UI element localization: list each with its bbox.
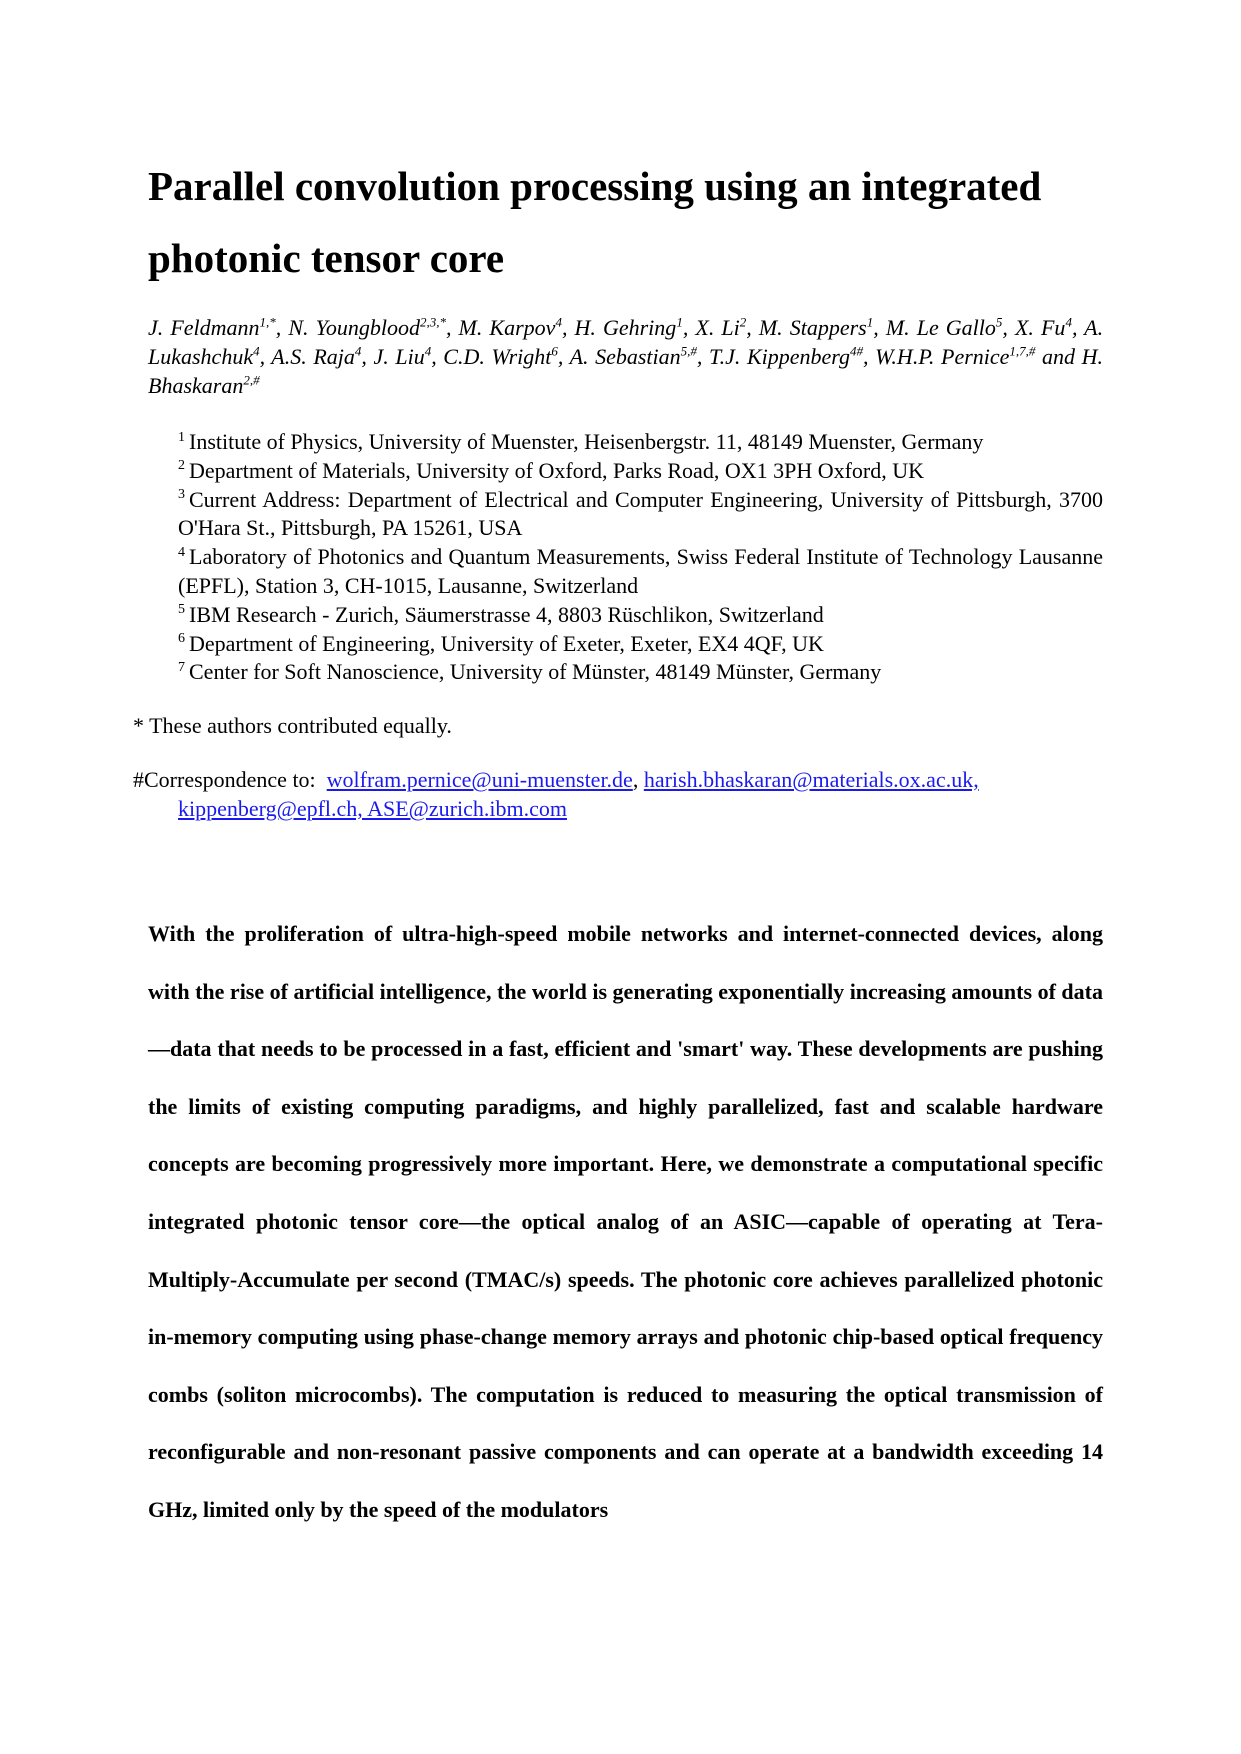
- affiliation-text: Current Address: Department of Electrical and Computer Engineering, University of Pittsburgh, 3700 O'Hara St., Pittsburgh, PA 15261, USA: [178, 486, 1103, 541]
- affiliation-number: 7: [178, 660, 185, 676]
- author: [570, 344, 697, 369]
- affiliation-item: [178, 543, 1103, 601]
- author-affiliation-marker: 5: [995, 314, 1003, 330]
- affiliation-text: Department of Materials, University of Oxford, Parks Road, OX1 3PH Oxford, UK: [189, 457, 925, 483]
- affiliation-number: 4: [178, 544, 185, 560]
- author-affiliation-marker: 4: [354, 343, 362, 359]
- author-name: A. Sebastian: [569, 344, 681, 369]
- author-name: H. Gehring: [574, 315, 677, 340]
- author: [288, 315, 446, 340]
- email-link-kippenberg-ase[interactable]: kippenberg@epfl.ch, ASE@zurich.ibm.com: [178, 796, 567, 821]
- author-name: N. Youngblood: [288, 315, 420, 340]
- author-affiliation-marker: 5,#: [680, 343, 697, 359]
- author-affiliation-marker: 2: [739, 314, 747, 330]
- affiliation-item: [178, 428, 1103, 457]
- affiliation-item: [178, 601, 1103, 630]
- author-affiliation-marker: 2,3,*: [419, 314, 446, 330]
- affiliation-text: Department of Engineering, University of Exeter, Exeter, EX4 4QF, UK: [189, 630, 824, 656]
- affiliation-item: [178, 457, 1103, 486]
- author-name: M. Karpov: [458, 315, 556, 340]
- author-affiliation-marker: 2,#: [243, 372, 260, 388]
- affiliation-list: [178, 428, 1103, 687]
- author-affiliation-marker: 4: [1065, 314, 1072, 330]
- author-name: X. Fu: [1014, 315, 1066, 340]
- author-name: J. Feldmann: [148, 315, 260, 340]
- author-name: T.J. Kippenberg: [709, 344, 851, 369]
- author-affiliation-marker: 1: [866, 314, 874, 330]
- affiliation-number: 2: [178, 458, 185, 474]
- author-affiliation-marker: 4: [555, 314, 562, 330]
- affiliation-item: [178, 630, 1103, 659]
- abstract: With the proliferation of ultra-high-speed mobile networks and internet-connected devices, along with the rise of artificial intelligence, the world is generating exponentially increasing amounts of data—data that needs to be processed in a fast, efficient and 'smart' way. These developments are pushing the limits of existing computing paradigms, and highly parallelized, fast and scalable hardware concepts are becoming progressively more important. Here, we demonstrate a computational specific integrated photonic tensor core—the optical analog of an ASIC—capable of operating at Tera-Multiply-Accumulate per second (TMAC/s) speeds. The photonic core achieves parallelized photonic in-memory computing using phase-change memory arrays and photonic chip-based optical frequency combs (soliton microcombs). The computation is reduced to measuring the optical transmission of reconfigurable and non-resonant passive components and can operate at a bandwidth exceeding 14 GHz, limited only by the speed of the modulators: [148, 921, 1103, 1522]
- affiliation-text: IBM Research - Zurich, Säumerstrasse 4, 8803 Rüschlikon, Switzerland: [189, 601, 824, 627]
- author: [759, 315, 873, 340]
- author-name: C.D. Wright: [443, 344, 552, 369]
- affiliation-number: 6: [178, 631, 185, 647]
- affiliation-item: [178, 486, 1103, 544]
- author-name: J. Liu: [373, 344, 425, 369]
- author-affiliation-marker: 6: [551, 343, 558, 359]
- author-affiliation-marker: 1,*: [259, 314, 276, 330]
- affiliation-number: 3: [178, 487, 185, 503]
- author: [373, 344, 431, 369]
- author-name: M. Le Gallo: [885, 315, 996, 340]
- affiliation-text: Laboratory of Photonics and Quantum Measurements, Swiss Federal Institute of Technology Lausanne (EPFL), Station 3, CH-1015, Lausanne, Switzerland: [178, 544, 1103, 598]
- author-affiliation-marker: 1,7,#: [1009, 343, 1036, 359]
- author-conjunction: and: [1042, 344, 1076, 369]
- author: [709, 344, 863, 369]
- correspondence: #Correspondence to: wolfram.pernice@uni-muenster.de, harish.bhaskaran@materials.ox.ac.uk, kippenberg@epfl.ch, ASE@zurich.ibm.com: [133, 767, 979, 821]
- email-link-pernice[interactable]: wolfram.pernice@uni-muenster.de: [326, 767, 633, 792]
- author: [695, 315, 746, 340]
- author: [148, 315, 276, 340]
- equal-contribution-note: * These authors contributed equally.: [133, 713, 452, 738]
- author-name: H. Bhaskaran: [148, 344, 1103, 398]
- author: [886, 315, 1003, 340]
- affiliation-text: Center for Soft Nanoscience, University of Münster, 48149 Münster, Germany: [189, 659, 882, 685]
- affiliation-number: 1: [178, 429, 185, 445]
- affiliation-number: 5: [178, 602, 185, 618]
- author-list: J. Feldmann$^{1,*}$, N. Youngblood$^{2,3,*}$, M. Karpov$^4$, H. Gehring$^1$, X. Li$^2$, M. Stappers$^1$, M. Le Gallo$^5$, X. Fu$^4$, A. Lukashchuk$^4$, A.S. Raja$^4$, J. Liu$^4$, C.D. Wright$^6$, A. Sebastian$^{5,\#}$, T.J. Kippenberg$^{4\#}$, W.H.P. Pernice$^{1,7,\#}$ and H. Bhaskaran$^{2,\#}$: [148, 314, 1104, 398]
- paper-title: Parallel convolution processing using an integrated photonic tensor core: [148, 163, 1042, 281]
- author-affiliation-marker: 4: [424, 343, 432, 359]
- affiliation-text: Institute of Physics, University of Muenster, Heisenbergstr. 11, 48149 Muenster, Germany: [189, 429, 984, 454]
- author-name: A. Lukashchuk: [148, 315, 1104, 369]
- author: [575, 315, 683, 340]
- author-name: M. Stappers: [758, 315, 867, 340]
- author: [1015, 315, 1072, 340]
- affiliation-item: [178, 658, 1103, 687]
- author: [271, 344, 361, 369]
- email-link-bhaskaran[interactable]: harish.bhaskaran@materials.ox.ac.uk,: [643, 767, 979, 792]
- author-affiliation-marker: 4#: [850, 343, 864, 359]
- author-name: A.S. Raja: [271, 344, 355, 369]
- author: [875, 344, 1035, 369]
- author: [443, 344, 558, 369]
- author-name: W.H.P. Pernice: [875, 344, 1010, 369]
- author: [459, 315, 562, 340]
- author-name: X. Li: [695, 315, 740, 340]
- correspondence-label: #Correspondence to:: [133, 767, 316, 792]
- author-affiliation-marker: 1: [676, 314, 683, 330]
- author-affiliation-marker: 4: [253, 343, 260, 359]
